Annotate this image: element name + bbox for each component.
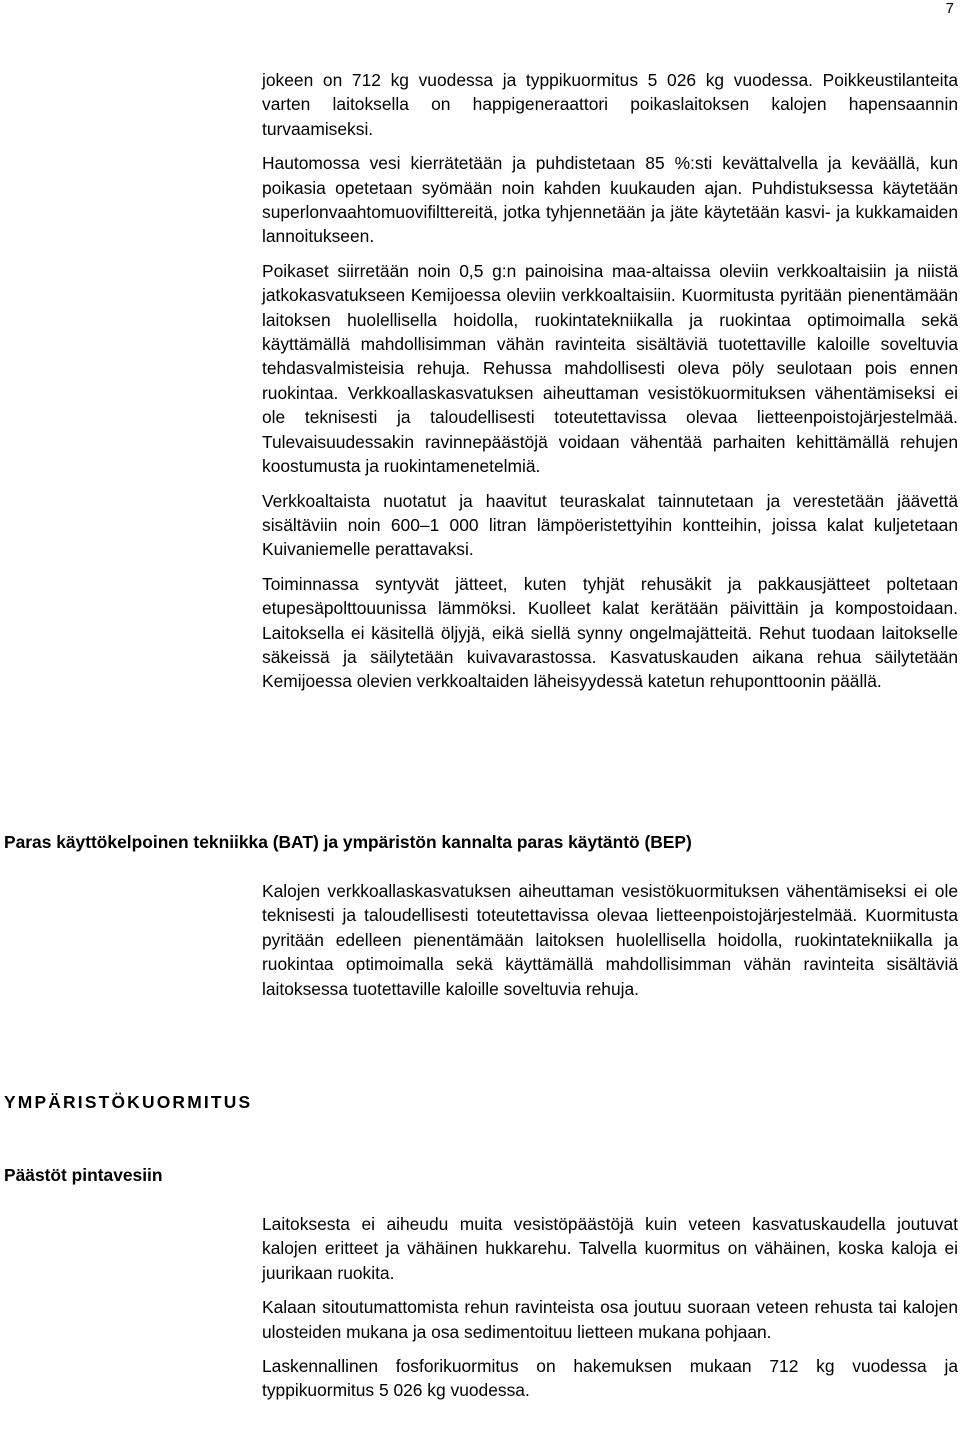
paragraph: Hautomossa vesi kierrätetään ja puhdistetaan 85 %:sti kevättalvella ja keväällä, kun poikasia opetetaan syömään noin kahden kuukauden ajan. Puhdistuksessa käytetään superlonvaahtomuovifilttereitä, jotka tyhjennetään ja jäte käytetään kasvi- ja kukkamaiden lannoitukseen. [262, 153, 958, 247]
paragraph: Toiminnassa syntyvät jätteet, kuten tyhjät rehusäkit ja pakkausjätteet poltetaan etupesäpolttouunissa lämmöksi. Kuolleet kalat kerätään päivittäin ja kompostoidaan. Laitoksella ei käsitellä öljyjä, eikä siellä synny ongelmajätteitä. Rehut tuodaan laitokselle säkeissä ja säilytetään kuivavarastossa. Kasvatuskauden aikana rehua säilytetään Kemijoessa olevien verkkoaltaiden läheisyydessä katetun rehuponttoonin päällä. [262, 573, 958, 692]
paragraph: Kalojen verkkoallaskasvatuksen aiheuttaman vesistökuormituksen vähentämiseksi ei ole teknisesti ja taloudellisesti toteutettavissa olevaa lietteenpoistojärjestelmää. Kuormitusta pyritään edelleen pienentämään laitoksen huolellisella hoidolla, ruokintatekniikalla ja ruokintaa optimoimalla sekä käyttämällä mahdollisimman vähän ravinteita sisältäviä laitoksessa tuotettaville kaloille soveltuvia rehuja. [262, 881, 958, 999]
paragraph: Laitoksesta ei aiheudu muita vesistöpäästöjä kuin veteen kasvatuskaudella joutuvat kalojen eritteet ja vähäinen hukkarehu. Talvella kuormitus on vähäinen, koska kaloja ei juurikaan ruokita. [262, 1214, 958, 1283]
section-heading-ymparistokuormitus: YMPÄRISTÖKUORMITUS [4, 1092, 253, 1112]
paragraph: Verkkoaltaista nuotatut ja haavitut teuraskalat tainnutetaan ja verestetään jäävettä sisältäviin noin 600–1 000 litran lämpöeristettyihin kontteihin, joissa kalat kuljetetaan Kuivaniemelle perattavaksi. [262, 490, 958, 560]
paragraph: Kalaan sitoutumattomista rehun ravinteista osa joutuu suoraan veteen rehusta tai kalojen ulosteiden mukana ja osa sedimentoituu lietteen mukana pohjaan. [262, 1297, 958, 1342]
paragraph: Poikaset siirretään noin 0,5 g:n painoisina maa-altaissa oleviin verkkoaltaisiin ja niistä jatkokasvatukseen Kemijoessa oleviin verkkoaltaisiin. Kuormitusta pyritään pienentämään laitoksen huolellisella hoidolla, ruokintatekniikalla ja ruokintaa optimoimalla sekä käyttämällä mahdollisimman vähän ravinteita sisältäviä tuotettaville kaloille soveltuvia tehdasvalmisteisia rehuja. Rehussa mahdollisesti oleva pöly seulotaan pois ennen ruokintaa. Verkkoallaskasvatuksen aiheuttaman vesistökuormituksen vähentämiseksi ei ole teknisesti ja taloudellisesti toteutettavissa olevaa lietteenpoistojärjestelmää. Tulevaisuudessakin ravinnepäästöjä voidaan vähentää parhaiten kehittämällä rehujen koostumusta ja ruokintamenetelmiä. [262, 260, 958, 477]
bat-heading: Paras käyttökelpoinen tekniikka (BAT) ja ympäristön kannalta paras käytäntö (BEP) [4, 832, 692, 852]
paragraph: jokeen on 712 kg vuodessa ja typpikuormitus 5 026 kg vuodessa. Poikkeustilanteita varten laitoksella on happigeneraattori poikaslaitoksen kalojen hapensaannin turvaamiseksi. [262, 70, 958, 139]
page-number: 7 [945, 0, 954, 17]
paragraph: Laskennallinen fosforikuormitus on hakemuksen mukaan 712 kg vuodessa ja typpikuormitus 5 026 kg vuodessa. [262, 1356, 958, 1401]
body-text-bat [262, 879, 958, 1001]
body-text-emissions [262, 1212, 958, 1403]
body-text-top [262, 68, 958, 694]
subsection-heading-paastot: Päästöt pintavesiin [4, 1165, 163, 1185]
